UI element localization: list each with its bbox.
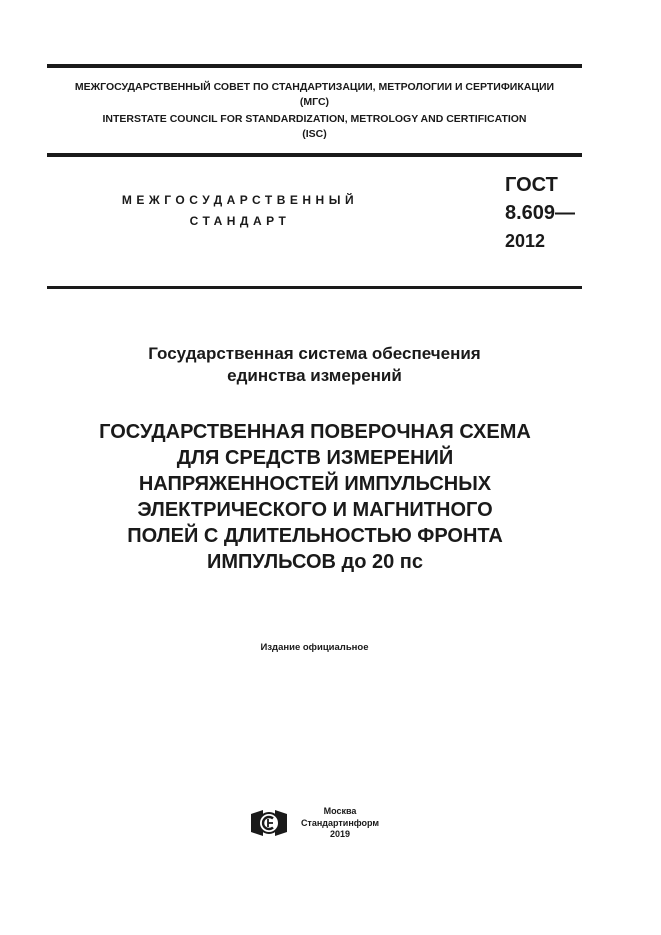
publisher-city: Москва <box>323 806 357 816</box>
council-header <box>47 80 582 142</box>
document-title-line: ПОЛЕЙ С ДЛИТЕЛЬНОСТЬЮ ФРОНТА <box>127 525 503 547</box>
council-en-abbr: (ISC) <box>302 128 327 140</box>
header-bottom-rule <box>47 286 582 289</box>
gost-designation <box>505 171 575 255</box>
publisher-name: Стандартинформ <box>300 817 380 828</box>
document-title-line: ГОСУДАРСТВЕННАЯ ПОВЕРОЧНАЯ СХЕМА <box>99 421 531 443</box>
standartinform-logo-icon <box>249 808 289 838</box>
gost-number: 8.609— <box>505 202 576 224</box>
edition-label: Издание официальное <box>260 642 369 653</box>
series-title <box>47 343 582 387</box>
council-rule <box>47 153 582 157</box>
top-rule <box>47 64 582 68</box>
document-title <box>30 419 600 575</box>
publisher-info <box>300 806 380 841</box>
document-title-line: ЭЛЕКТРИЧЕСКОГО И МАГНИТНОГО <box>137 499 493 521</box>
document-title-line: ДЛЯ СРЕДСТВ ИЗМЕРЕНИЙ <box>176 447 454 469</box>
council-ru-name: МЕЖГОСУДАРСТВЕННЫЙ СОВЕТ ПО СТАНДАРТИЗАЦИИ, МЕТРОЛОГИИ И СЕРТИФИКАЦИИ <box>74 81 555 93</box>
standard-kind-line1: МЕЖГОСУДАРСТВЕННЫЙ <box>121 193 359 207</box>
series-title-line1: Государственная система обеспечения <box>148 344 481 363</box>
series-title-line2: единства измерений <box>227 366 402 385</box>
standard-kind-line2: СТАНДАРТ <box>189 214 291 228</box>
gost-prefix: ГОСТ <box>505 174 558 196</box>
standard-kind <box>110 190 370 232</box>
document-title-line: ИМПУЛЬСОВ до 20 пс <box>207 551 423 573</box>
gost-year: 2012 <box>505 231 546 251</box>
document-title-line: НАПРЯЖЕННОСТЕЙ ИМПУЛЬСНЫХ <box>138 473 492 495</box>
council-ru-abbr: (МГС) <box>299 96 330 108</box>
council-en-name: INTERSTATE COUNCIL FOR STANDARDIZATION, METROLOGY AND CERTIFICATION <box>102 113 527 125</box>
publication-year: 2019 <box>329 829 351 839</box>
